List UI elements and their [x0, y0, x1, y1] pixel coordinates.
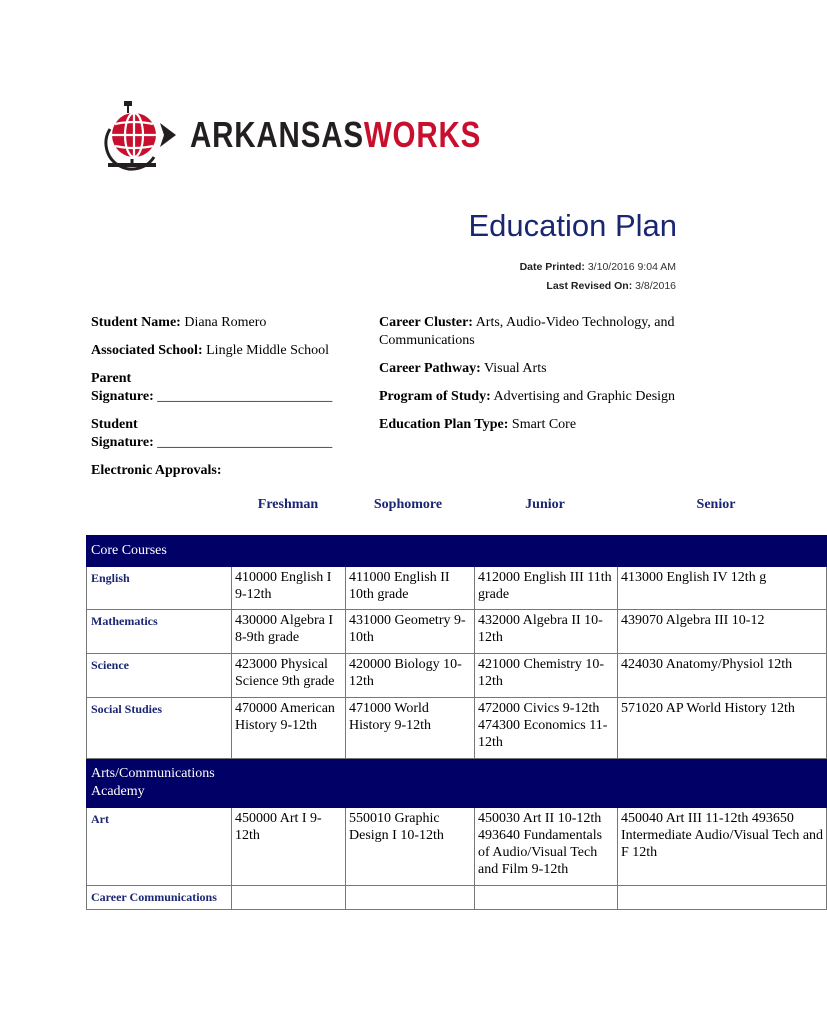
table-row	[87, 698, 827, 759]
year-headings	[0, 497, 768, 517]
course-cell	[475, 886, 618, 910]
course-cell	[232, 886, 346, 910]
education-plan-type: Education Plan Type: Smart Core	[379, 417, 577, 432]
course-cell: 571020 AP World History 12th	[618, 698, 827, 759]
education-plan-table	[86, 535, 827, 910]
subject-cell: Mathematics	[87, 610, 232, 654]
course-cell: 450030 Art II 10-12th 493640 Fundamentals of Audio/Visual Tech and Film 9-12th	[475, 808, 618, 886]
table-row	[87, 610, 827, 654]
section-title: Arts/Communications Academy	[87, 759, 827, 808]
course-cell	[618, 886, 827, 910]
career-info	[379, 314, 679, 444]
date-printed: Date Printed: 3/10/2016 9:04 AM	[519, 261, 676, 273]
subject-cell: Career Communications	[87, 886, 232, 910]
course-cell: 432000 Algebra II 10-12th	[475, 610, 618, 654]
course-cell: 411000 English II 10th grade	[346, 567, 475, 610]
course-cell: 470000 American History 9-12th	[232, 698, 346, 759]
logo-wordmark: ARKANSASWORKS	[190, 114, 482, 155]
table-row	[87, 808, 827, 886]
course-cell: 439070 Algebra III 10-12	[618, 610, 827, 654]
course-cell: 421000 Chemistry 10-12th	[475, 654, 618, 698]
table-row	[87, 654, 827, 698]
associated-school: Associated School: Lingle Middle School	[91, 343, 330, 358]
year-senior: Senior	[696, 497, 736, 512]
subject-cell: Science	[87, 654, 232, 698]
career-cluster: Career Cluster: Arts, Audio-Video Technology, and Communications	[379, 315, 675, 348]
course-cell: 423000 Physical Science 9th grade	[232, 654, 346, 698]
electronic-approvals: Electronic Approvals:	[91, 463, 222, 478]
parent-signature: Parent Signature: _________________________	[91, 371, 333, 404]
subject-cell: Social Studies	[87, 698, 232, 759]
subject-cell: English	[87, 567, 232, 610]
course-cell: 424030 Anatomy/Physiol 12th	[618, 654, 827, 698]
year-freshman: Freshman	[257, 497, 319, 512]
last-revised: Last Revised On: 3/8/2016	[546, 280, 676, 292]
course-cell: 420000 Biology 10-12th	[346, 654, 475, 698]
year-sophomore: Sophomore	[373, 497, 443, 512]
course-cell	[346, 886, 475, 910]
section-header-arts	[87, 759, 827, 808]
student-signature: Student Signature: _________________________	[91, 417, 333, 450]
student-name: Student Name: Diana Romero	[91, 315, 267, 330]
course-cell: 471000 World History 9-12th	[346, 698, 475, 759]
section-header-core	[87, 536, 827, 567]
subject-cell: Art	[87, 808, 232, 886]
course-cell: 410000 English I 9-12th	[232, 567, 346, 610]
course-cell: 450000 Art I 9-12th	[232, 808, 346, 886]
career-pathway: Career Pathway: Visual Arts	[379, 361, 547, 376]
table-row	[87, 886, 827, 910]
course-cell: 413000 English IV 12th g	[618, 567, 827, 610]
course-cell: 550010 Graphic Design I 10-12th	[346, 808, 475, 886]
student-info	[91, 314, 361, 490]
course-cell: 450040 Art III 11-12th 493650 Intermediate Audio/Visual Tech and F 12th	[618, 808, 827, 886]
table-row	[87, 567, 827, 610]
program-of-study: Program of Study: Advertising and Graphic Design	[379, 389, 676, 404]
section-title: Core Courses	[87, 536, 827, 567]
course-cell: 472000 Civics 9-12th 474300 Economics 11-12th	[475, 698, 618, 759]
year-junior: Junior	[525, 497, 565, 512]
page-title: Education Plan	[468, 208, 677, 243]
course-cell: 430000 Algebra I 8-9th grade	[232, 610, 346, 654]
course-cell: 412000 English III 11th grade	[475, 567, 618, 610]
course-cell: 431000 Geometry 9-10th	[346, 610, 475, 654]
